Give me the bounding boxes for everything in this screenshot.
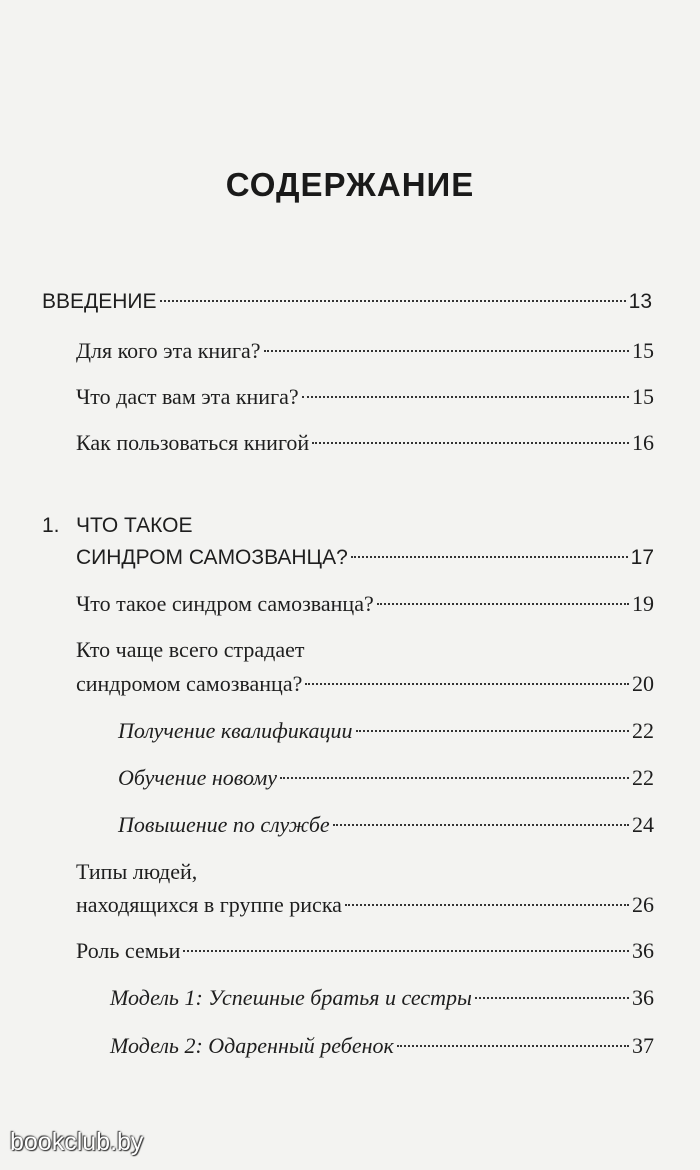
toc-entry-line1: Кто чаще всего страдает: [76, 637, 305, 662]
toc-page-number: 15: [632, 338, 654, 363]
toc-entry: [76, 937, 654, 965]
toc-entry: [76, 383, 654, 411]
toc-page-number: 16: [632, 430, 654, 455]
toc-entry-line1: Типы людей,: [76, 859, 198, 884]
dot-leader: [305, 683, 629, 685]
dot-leader: [377, 603, 629, 605]
toc-entry-title: находящихся в группе риска: [76, 892, 342, 917]
toc-page-number: 15: [632, 384, 654, 409]
toc-entry-title: Что такое синдром самозванца?: [76, 591, 374, 616]
toc-entry: [76, 337, 654, 365]
toc-entry-chapter-1: [76, 544, 654, 572]
site-watermark: bookclub.by: [10, 1128, 144, 1156]
toc-page-number: 19: [632, 591, 654, 616]
toc-page-number: 22: [632, 765, 654, 790]
dot-leader: [160, 300, 626, 302]
toc-entry: [76, 590, 654, 618]
toc-entry-title: Модель 1: Успешные братья и сестры: [110, 985, 472, 1010]
toc-entry-title: СИНДРОМ САМОЗВАНЦА?: [76, 546, 348, 569]
dot-leader: [312, 442, 629, 444]
toc-entry-title: Как пользоваться книгой: [76, 430, 310, 455]
toc-page-number: 36: [632, 938, 654, 963]
toc-subentry: [118, 717, 654, 745]
dot-leader: [475, 997, 629, 999]
toc-page-number: 24: [632, 812, 654, 837]
toc-page-number: 22: [632, 718, 654, 743]
toc-entry-title: Что даст вам эта книга?: [76, 384, 299, 409]
toc-entry: [76, 429, 654, 457]
dot-leader: [333, 824, 629, 826]
toc-page-number: 36: [632, 985, 654, 1010]
dot-leader: [397, 1045, 629, 1047]
toc-entry-title: Модель 2: Одаренный ребенок: [110, 1033, 394, 1058]
dot-leader: [356, 730, 630, 732]
toc-subentry: [118, 811, 654, 839]
toc-entry-title: Обучение новому: [118, 765, 278, 790]
toc-entry: [76, 891, 654, 919]
dot-leader: [351, 556, 628, 558]
toc-subentry: [110, 984, 654, 1012]
toc-entry-title: Роль семьи: [76, 938, 181, 963]
toc-entry-title: ВВЕДЕНИЕ: [42, 290, 157, 313]
dot-leader: [280, 777, 629, 779]
toc-subentry: [110, 1032, 654, 1060]
dot-leader: [345, 904, 629, 906]
toc-page-number: 20: [632, 671, 654, 696]
toc-page-number: 26: [632, 892, 654, 917]
chapter-title-line1: ЧТО ТАКОЕ: [76, 514, 193, 537]
toc-page-number: 17: [630, 546, 654, 569]
toc-entry-title: синдромом самозванца?: [76, 671, 303, 696]
toc-entry: [76, 670, 654, 698]
toc-entry-title: Для кого эта книга?: [76, 338, 261, 363]
dot-leader: [183, 950, 629, 952]
toc-page-number: 37: [632, 1033, 654, 1058]
dot-leader: [264, 350, 629, 352]
toc-entry-introduction: [42, 288, 652, 316]
dot-leader: [302, 396, 629, 398]
toc-entry-title: Получение квалификации: [118, 718, 353, 743]
toc-entry-title: Повышение по службе: [118, 812, 330, 837]
toc-page-number: 13: [628, 290, 652, 313]
chapter-number: 1.: [42, 514, 60, 537]
toc-subentry: [118, 764, 654, 792]
page-title: СОДЕРЖАНИЕ: [225, 166, 475, 203]
